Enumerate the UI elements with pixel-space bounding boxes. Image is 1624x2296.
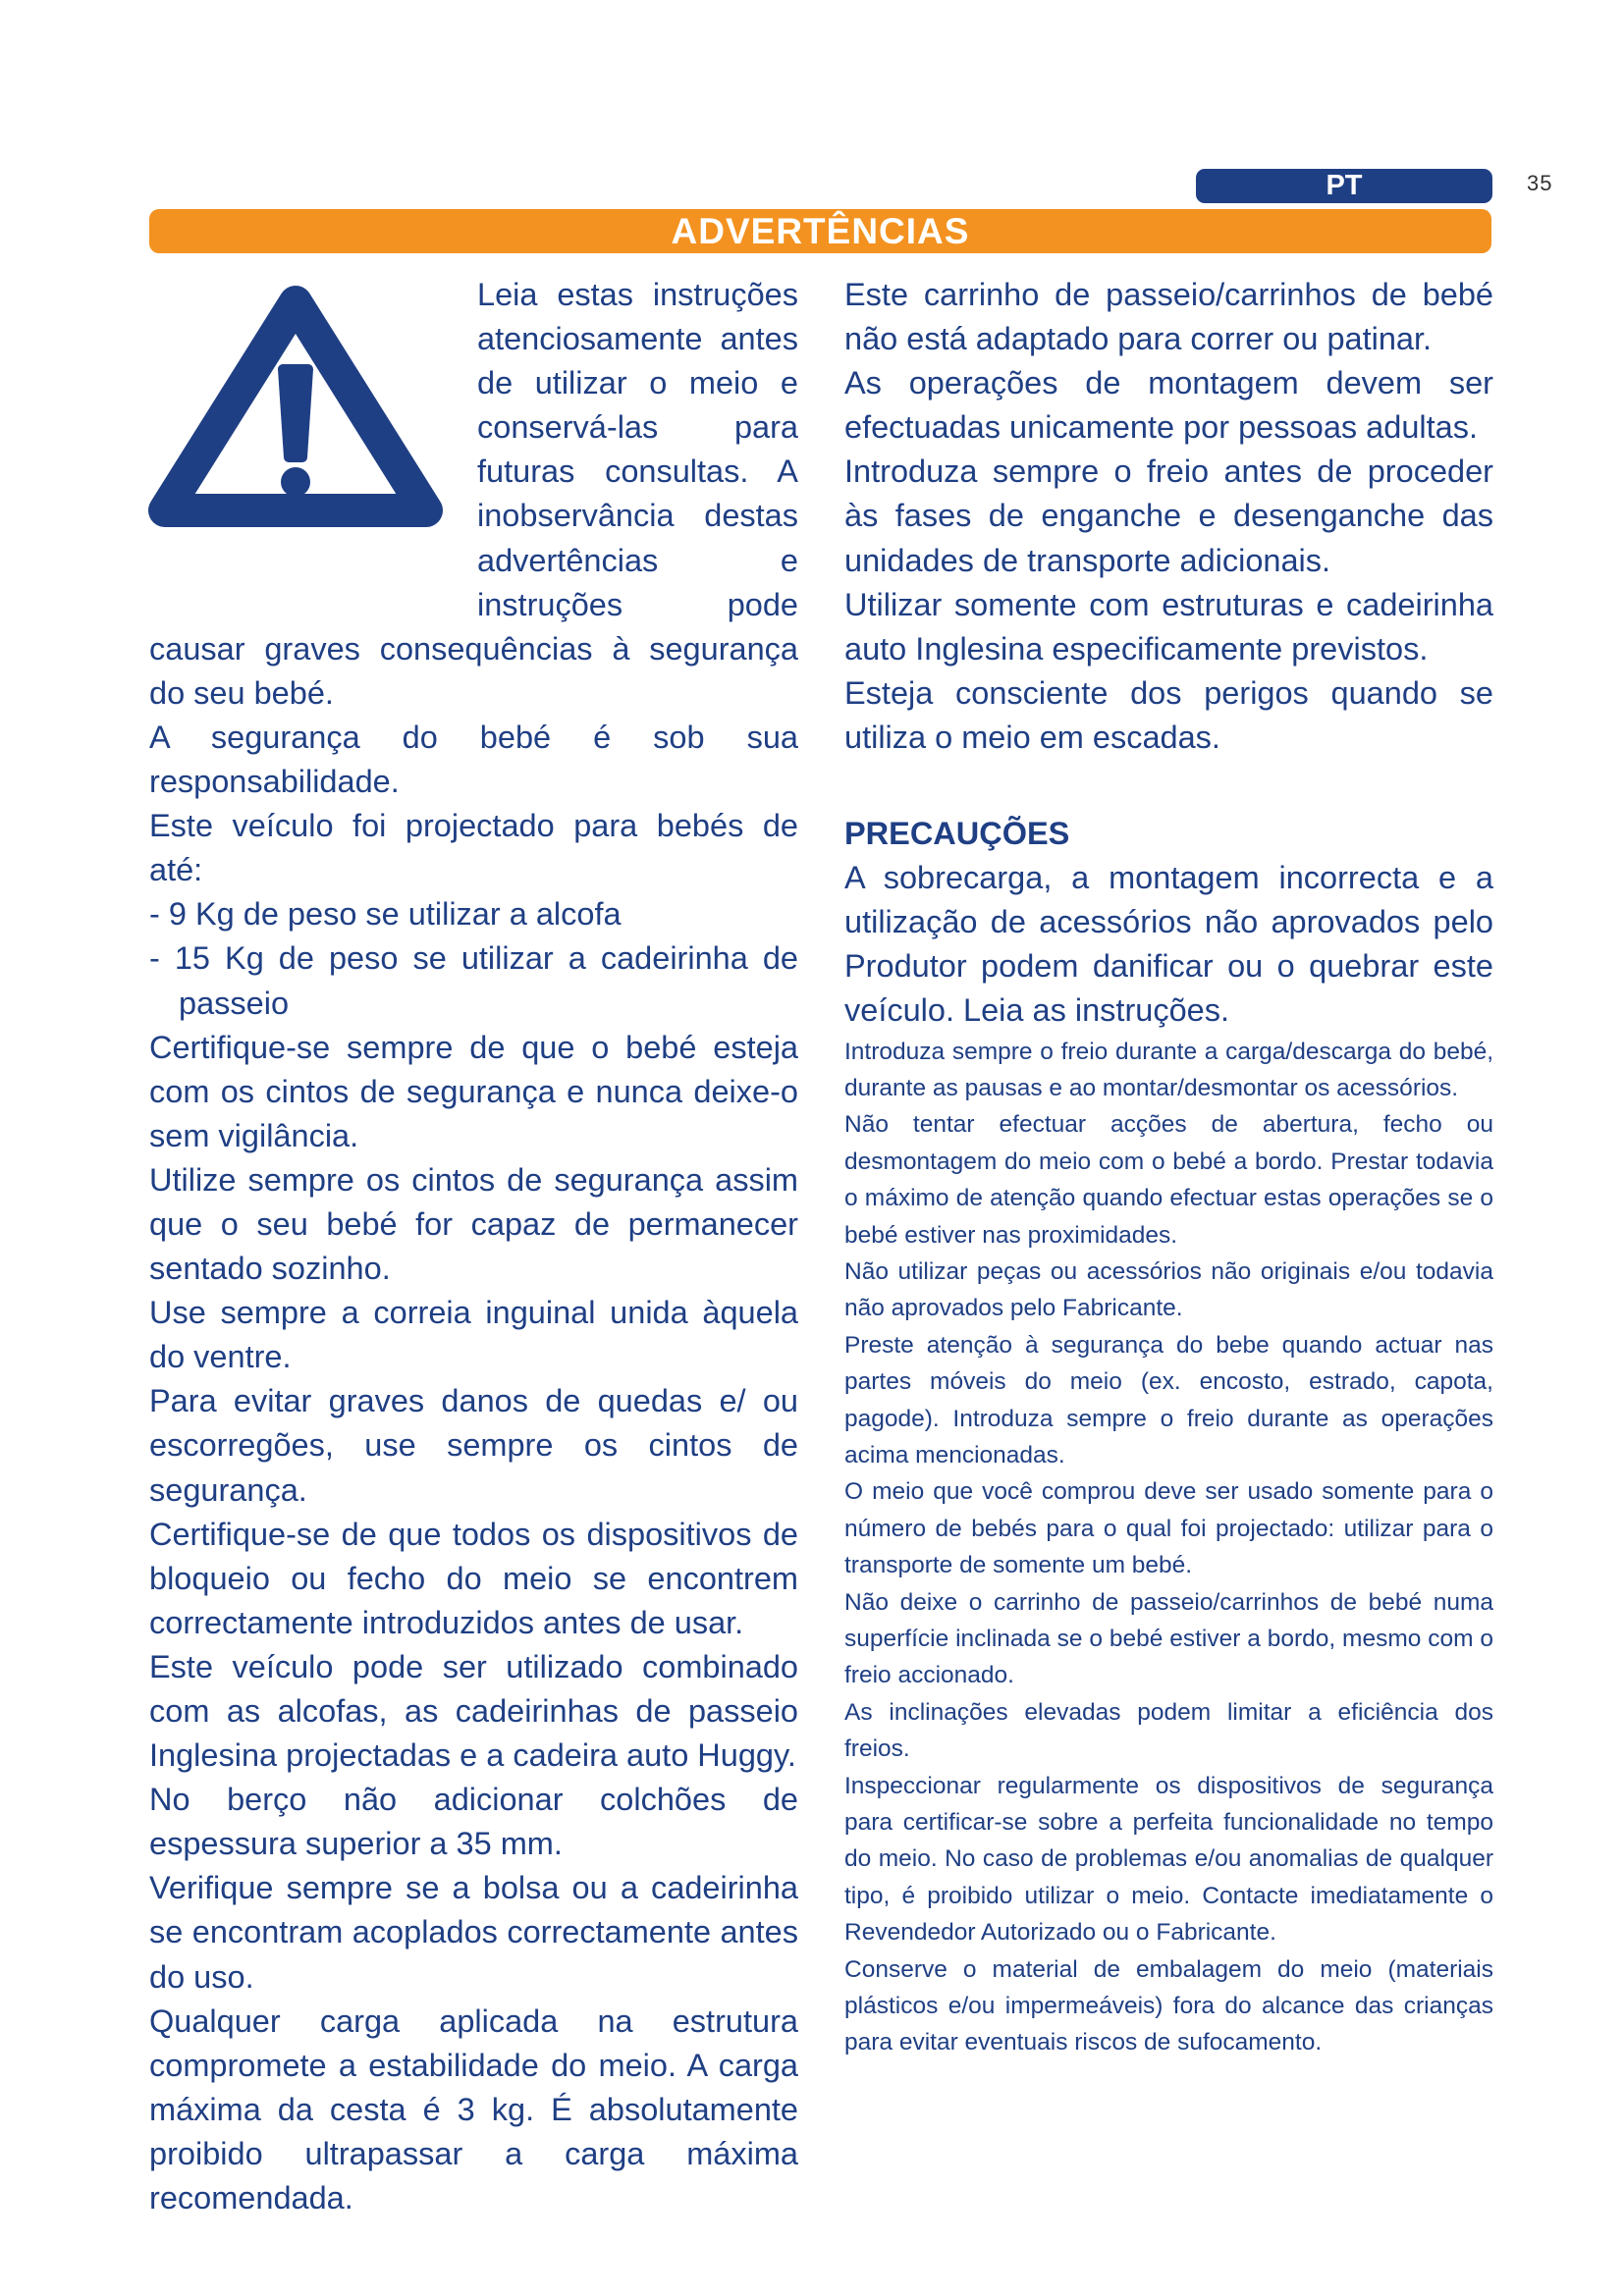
paragraph: Para evitar graves danos de quedas e/ ou escorregões, use sempre os cintos de segurança. [149,1383,798,1508]
precaution-item: Introduza sempre o freio durante a carga/descarga do bebé, durante as pausas e ao montar/desmontar os acessórios. [844,1038,1493,1101]
paragraph: Este carrinho de passeio/carrinhos de bebé não está adaptado para correr ou patinar. [844,277,1493,357]
paragraph: Este veículo pode ser utilizado combinado com as alcofas, as cadeirinhas de passeio Inglesina projectadas e a cadeira auto Huggy. [149,1648,798,1774]
paragraph: Certifique-se de que todos os dispositivos de bloqueio ou fecho do meio se encontrem correctamente introduzidos antes de usar. [149,1516,798,1640]
icon-spacer [149,273,477,585]
paragraph: A sobrecarga, a montagem incorrecta e a utilização de acessórios não aprovados pelo Produtor podem danificar ou o quebrar este veículo. Leia as instruções. [844,860,1493,1029]
paragraph: Este veículo foi projectado para bebés de até: [149,808,798,888]
paragraph: Introduza sempre o freio antes de proceder às fases de enganche e desenganche das unidades de transporte adicionais. [844,454,1493,578]
precaution-item: Conserve o material de embalagem do meio (materiais plásticos e/ou impermeáveis) fora do alcance das crianças para evitar eventuais riscos de sufocamento. [844,1955,1493,2056]
page-number: 35 [1527,171,1553,195]
paragraph: Qualquer carga aplicada na estrutura compromete a estabilidade do meio. A carga máxima da cesta é 3 kg. É absolutamente proibido ultrapassar a carga máxima recomendada. [149,2002,798,2216]
section-title-bar: ADVERTÊNCIAS [149,209,1491,253]
list-item: - 9 Kg de peso se utilizar a alcofa [149,896,622,933]
paragraph: Utilize sempre os cintos de segurança assim que o seu bebé for capaz de permanecer sentado sozinho. [149,1161,798,1287]
paragraph: As operações de montagem devem ser efectuadas unicamente por pessoas adultas. [844,365,1493,446]
precaution-item: Preste atenção à segurança do bebe quando actuar nas partes móveis do meio (ex. encosto, estrado, capota, pagode). Introduza sempre o freio durante as operações acima mencionadas. [844,1331,1493,1468]
paragraph: A segurança do bebé é sob sua responsabilidade. [149,719,798,800]
paragraph: Leia estas instruções atenciosamente antes de utilizar o meio e conservá-las para futuras consultas. A inobservância destas advertências e instruções pode causar graves consequências à segurança do seu bebé. [149,277,798,711]
paragraph: Utilizar somente com estruturas e cadeirinha auto Inglesina especificamente previstos. [844,586,1493,667]
left-column [149,273,798,2220]
precautions-heading: PRECAUÇÕES [844,816,1070,852]
paragraph: Certifique-se sempre de que o bebé esteja com os cintos de segurança e nunca deixe-o sem vigilância. [149,1029,798,1153]
precaution-item: O meio que você comprou deve ser usado somente para o número de bebés para o qual foi projectado: utilizar para o transporte de somente um bebé. [844,1478,1493,1579]
precaution-item: Não deixe o carrinho de passeio/carrinhos de bebé numa superfície inclinada se o bebé estiver a bordo, mesmo com o freio accionado. [844,1588,1493,1689]
paragraph: Use sempre a correia inguinal unida àquela do ventre. [149,1295,798,1375]
paragraph: No berço não adicionar colchões de espessura superior a 35 mm. [149,1782,798,1862]
right-column [844,273,1493,2061]
paragraph: Verifique sempre se a bolsa ou a cadeirinha se encontram acoplados correctamente antes do uso. [149,1870,798,1995]
precaution-item: Não tentar efectuar acções de abertura, fecho ou desmontagem do meio com o bebé a bordo. Prestar todavia o máximo de atenção quando efectuar estas operações se o bebé estiver nas proximidades. [844,1111,1493,1249]
list-item: - 15 Kg de peso se utilizar a cadeirinha de passeio [149,940,798,1021]
paragraph: Esteja consciente dos perigos quando se utiliza o meio em escadas. [844,674,1493,755]
precaution-item: Inspeccionar regularmente os dispositivos de segurança para certificar-se sobre a perfeita funcionalidade no tempo do meio. No caso de problemas e/ou anomalias de qualquer tipo, é proibido utilizar o meio. Contacte imediatamente o Revendedor Autorizado ou o Fabricante. [844,1772,1493,1947]
precaution-item: As inclinações elevadas podem limitar a eficiência dos freios. [844,1698,1493,1763]
language-badge: PT [1196,169,1492,203]
precaution-item: Não utilizar peças ou acessórios não originais e/ou todavia não aprovados pelo Fabricante. [844,1257,1493,1322]
